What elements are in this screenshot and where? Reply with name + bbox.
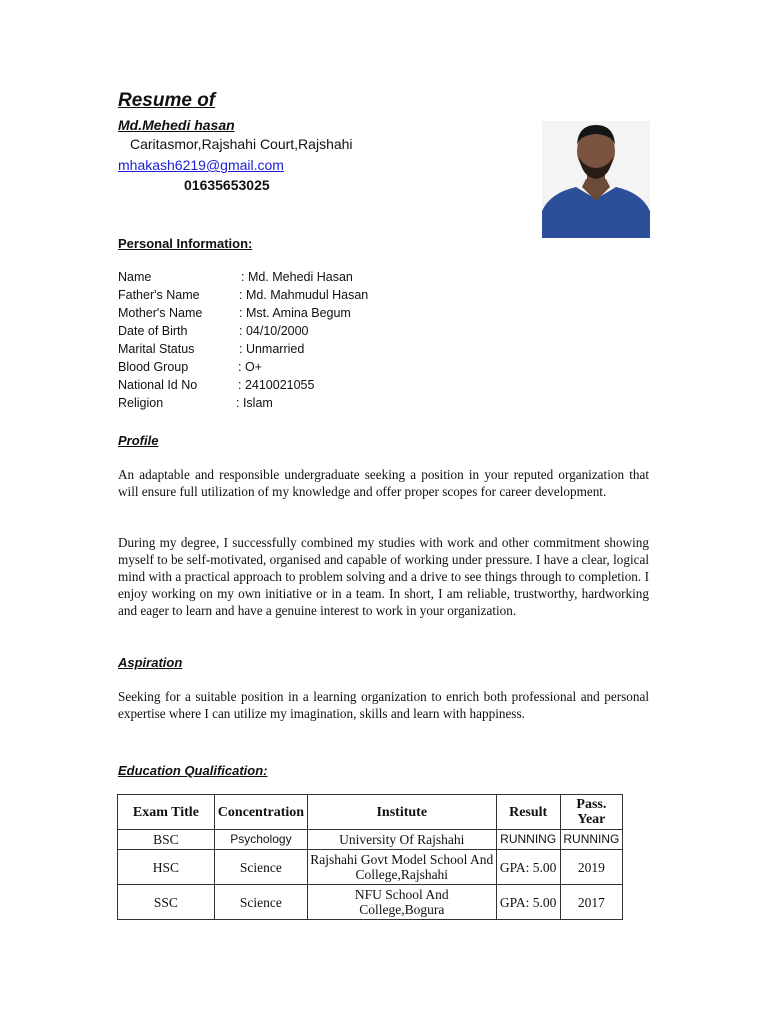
cell-institute: NFU School And College,Bogura [307, 885, 496, 920]
cell-exam: HSC [118, 850, 215, 885]
cell-year: 2019 [560, 850, 622, 885]
cell-exam: BSC [118, 830, 215, 850]
col-result: Result [496, 795, 560, 830]
cell-year: RUNNING [560, 830, 622, 850]
email-link[interactable]: mhakash6219@gmail.com [118, 157, 284, 173]
info-label-name: Name [118, 270, 152, 284]
info-label-mother: Mother's Name [118, 306, 203, 320]
cell-concentration: Science [214, 850, 307, 885]
info-value-blood: : O+ [238, 360, 262, 374]
table-header-row [118, 795, 623, 830]
personal-info-heading: Personal Information: [118, 236, 253, 251]
profile-paragraph-1: An adaptable and responsible undergraduate seeking a position in your reputed organization that will ensure full utilization of my knowledge and offer proper scopes for career development. [118, 467, 649, 499]
info-label-religion: Religion [118, 396, 164, 410]
cell-exam: SSC [118, 885, 215, 920]
cell-concentration: Psychology [214, 830, 307, 850]
aspiration-heading: Aspiration [118, 655, 183, 670]
table-row [118, 885, 623, 920]
education-heading: Education Qualification: [118, 763, 268, 778]
candidate-name: Md.Mehedi hasan [118, 117, 235, 133]
profile-paragraph-2: During my degree, I successfully combined my studies with work and other commitment showing myself to be self-motivated, organised and capable of working under pressure. I have a clear, logical mind with a practical approach to problem solving and a drive to see things through to completion. I enjoy working on my own initiative or in a team. In short, I am reliable, trustworthy, hardworking and eager to learn and have a genuine interest to work in your organization. [118, 535, 649, 618]
info-value-religion: : Islam [236, 396, 273, 410]
table-row [118, 850, 623, 885]
resume-title: Resume of [118, 90, 216, 111]
aspiration-text: Seeking for a suitable position in a learning organization to enrich both professional and personal expertise where I can utilize my imagination, skills and learn with happiness. [118, 689, 649, 721]
cell-year: 2017 [560, 885, 622, 920]
info-value-nid: : 2410021055 [238, 378, 315, 392]
cell-institute: University Of Rajshahi [307, 830, 496, 850]
profile-heading: Profile [118, 433, 159, 448]
col-exam-title: Exam Title [118, 795, 215, 830]
cell-result: RUNNING [496, 830, 560, 850]
info-label-blood: Blood Group [118, 360, 189, 374]
info-label-nid: National Id No [118, 378, 198, 392]
info-label-dob: Date of Birth [118, 324, 188, 338]
info-value-name: : Md. Mehedi Hasan [241, 270, 353, 284]
info-label-father: Father's Name [118, 288, 200, 302]
table-row [118, 830, 623, 850]
cell-concentration: Science [214, 885, 307, 920]
info-value-father: : Md. Mahmudul Hasan [239, 288, 369, 302]
profile-photo [542, 121, 650, 238]
info-value-mother: : Mst. Amina Begum [239, 306, 351, 320]
info-value-dob: : 04/10/2000 [239, 324, 309, 338]
col-institute: Institute [307, 795, 496, 830]
education-table [117, 794, 623, 920]
info-label-marital: Marital Status [118, 342, 195, 356]
address: Caritasmor,Rajshahi Court,Rajshahi [130, 136, 353, 152]
cell-result: GPA: 5.00 [496, 885, 560, 920]
cell-institute: Rajshahi Govt Model School And College,Rajshahi [307, 850, 496, 885]
col-concentration: Concentration [214, 795, 307, 830]
phone-number: 01635653025 [184, 177, 270, 193]
col-pass-year: Pass. Year [560, 795, 622, 830]
cell-result: GPA: 5.00 [496, 850, 560, 885]
info-value-marital: : Unmarried [239, 342, 305, 356]
